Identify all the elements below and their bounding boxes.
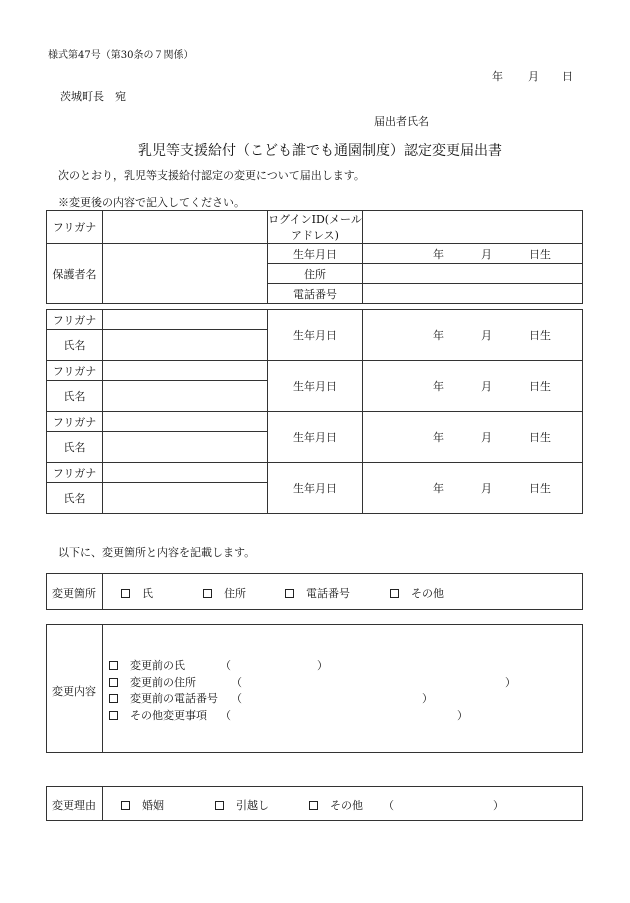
guardian-birthdate-field[interactable]: [363, 244, 583, 264]
checkbox-icon[interactable]: [109, 678, 118, 687]
checkbox-option-other[interactable]: [390, 585, 444, 601]
checkbox-icon[interactable]: [215, 801, 224, 810]
login-id-label: ログインID(メールアドレス): [268, 211, 363, 244]
checkbox-option-phone[interactable]: [285, 585, 350, 601]
change-item-prev-phone[interactable]: [109, 690, 218, 706]
month-label: 月: [481, 431, 492, 444]
checkbox-option-address[interactable]: [203, 585, 246, 601]
open-paren: （: [231, 676, 242, 689]
change-place-label: 変更箇所: [52, 587, 96, 600]
checkbox-icon[interactable]: [390, 589, 399, 598]
change-reason-label: 変更理由: [52, 799, 96, 812]
child-furigana-label: フリガナ: [47, 310, 103, 330]
change-item-prev-address[interactable]: [109, 674, 196, 690]
child-furigana-field[interactable]: [103, 310, 268, 330]
month-label: 月: [481, 380, 492, 393]
change-item-other[interactable]: [109, 707, 207, 723]
child-birthdate-field[interactable]: [363, 412, 583, 463]
child-furigana-label: フリガナ: [47, 361, 103, 381]
checkbox-option-moving[interactable]: [215, 797, 269, 813]
child-furigana-field[interactable]: [103, 361, 268, 381]
child-furigana-field[interactable]: [103, 412, 268, 432]
child-name-label: 氏名: [47, 330, 103, 361]
child-birthdate-label: 生年月日: [268, 463, 363, 514]
checkbox-icon[interactable]: [109, 661, 118, 670]
close-paren: ）: [317, 659, 328, 672]
checkbox-icon[interactable]: [121, 589, 130, 598]
day-label: 日生: [529, 329, 551, 342]
month-label: 月: [481, 247, 492, 261]
child-birthdate-label: 生年月日: [268, 361, 363, 412]
option-label: 婚姻: [142, 799, 164, 812]
change-content-label: 変更内容: [52, 685, 96, 698]
child-birthdate-label: 生年月日: [268, 412, 363, 463]
checkbox-option-name[interactable]: [121, 585, 153, 601]
guardian-furigana-label: フリガナ: [47, 211, 103, 244]
guardian-phone-label: 電話番号: [268, 284, 363, 304]
intro-text: 次のとおり，乳児等支援給付認定の変更について届出します。: [58, 169, 365, 182]
checkbox-icon[interactable]: [203, 589, 212, 598]
day-label: 日生: [529, 247, 551, 261]
guardian-name-field[interactable]: [103, 244, 268, 304]
child-furigana-field[interactable]: [103, 463, 268, 483]
item-label: その他変更事項: [130, 709, 207, 722]
item-label: 変更前の電話番号: [130, 692, 218, 705]
child-name-field[interactable]: [103, 432, 268, 463]
form-number: 様式第47号（第30条の７関係）: [48, 50, 194, 61]
guardian-phone-field[interactable]: [363, 284, 583, 304]
child-birthdate-field[interactable]: [363, 310, 583, 361]
month-label: 月: [481, 329, 492, 342]
child-name-label: 氏名: [47, 432, 103, 463]
login-id-field[interactable]: [363, 211, 583, 244]
open-paren: （: [220, 659, 231, 672]
note-text: ※変更後の内容で記入してください。: [58, 196, 245, 209]
guardian-address-label: 住所: [268, 264, 363, 284]
year-label: 年: [433, 380, 444, 393]
option-label: その他: [411, 587, 444, 600]
checkbox-icon[interactable]: [109, 694, 118, 703]
open-paren: （: [220, 709, 231, 722]
change-item-prev-name[interactable]: [109, 657, 185, 673]
checkbox-icon[interactable]: [285, 589, 294, 598]
date-year-label: 年: [492, 70, 503, 83]
child-name-field[interactable]: [103, 330, 268, 361]
child-birthdate-field[interactable]: [363, 463, 583, 514]
close-paren: ）: [457, 709, 468, 722]
year-label: 年: [433, 431, 444, 444]
checkbox-icon[interactable]: [109, 711, 118, 720]
item-label: 変更前の氏: [130, 659, 185, 672]
option-label: 電話番号: [306, 587, 350, 600]
day-label: 日生: [529, 482, 551, 495]
month-label: 月: [481, 482, 492, 495]
day-label: 日生: [529, 431, 551, 444]
date-day-label: 日: [562, 70, 573, 83]
children-table: [46, 309, 583, 514]
year-label: 年: [433, 329, 444, 342]
applicant-name-label: 届出者氏名: [374, 115, 429, 128]
checkbox-option-marriage[interactable]: [121, 797, 164, 813]
child-name-label: 氏名: [47, 381, 103, 412]
child-birthdate-field[interactable]: [363, 361, 583, 412]
year-label: 年: [433, 247, 444, 261]
guardian-name-label: 保護者名: [47, 244, 103, 304]
checkbox-option-reason-other[interactable]: [309, 797, 363, 813]
item-label: 変更前の住所: [130, 676, 196, 689]
option-label: その他: [330, 799, 363, 812]
date-month-label: 月: [528, 70, 539, 83]
day-label: 日生: [529, 380, 551, 393]
change-content-box: [46, 624, 583, 753]
guardian-furigana-field[interactable]: [103, 211, 268, 244]
guardian-birthdate-label: 生年月日: [268, 244, 363, 264]
guardian-table: [46, 210, 583, 304]
child-furigana-label: フリガナ: [47, 463, 103, 483]
child-name-label: 氏名: [47, 483, 103, 514]
child-furigana-label: フリガナ: [47, 412, 103, 432]
child-name-field[interactable]: [103, 381, 268, 412]
close-paren: ）: [505, 676, 516, 689]
checkbox-icon[interactable]: [309, 801, 318, 810]
close-paren: ）: [422, 692, 433, 705]
open-paren: （: [231, 692, 242, 705]
child-name-field[interactable]: [103, 483, 268, 514]
page-title: 乳児等支援給付（こども誰でも通園制度）認定変更届出書: [138, 143, 502, 159]
change-place-box: [46, 573, 583, 610]
option-label: 住所: [224, 587, 246, 600]
close-paren: ）: [493, 799, 504, 812]
addressee: 茨城町長 宛: [60, 90, 126, 103]
change-intro-text: 以下に、変更箇所と内容を記載します。: [58, 546, 256, 559]
guardian-address-field[interactable]: [363, 264, 583, 284]
option-label: 引越し: [236, 799, 269, 812]
year-label: 年: [433, 482, 444, 495]
option-label: 氏: [142, 587, 153, 600]
checkbox-icon[interactable]: [121, 801, 130, 810]
child-birthdate-label: 生年月日: [268, 310, 363, 361]
open-paren: （: [383, 799, 394, 812]
change-reason-box: [46, 786, 583, 821]
